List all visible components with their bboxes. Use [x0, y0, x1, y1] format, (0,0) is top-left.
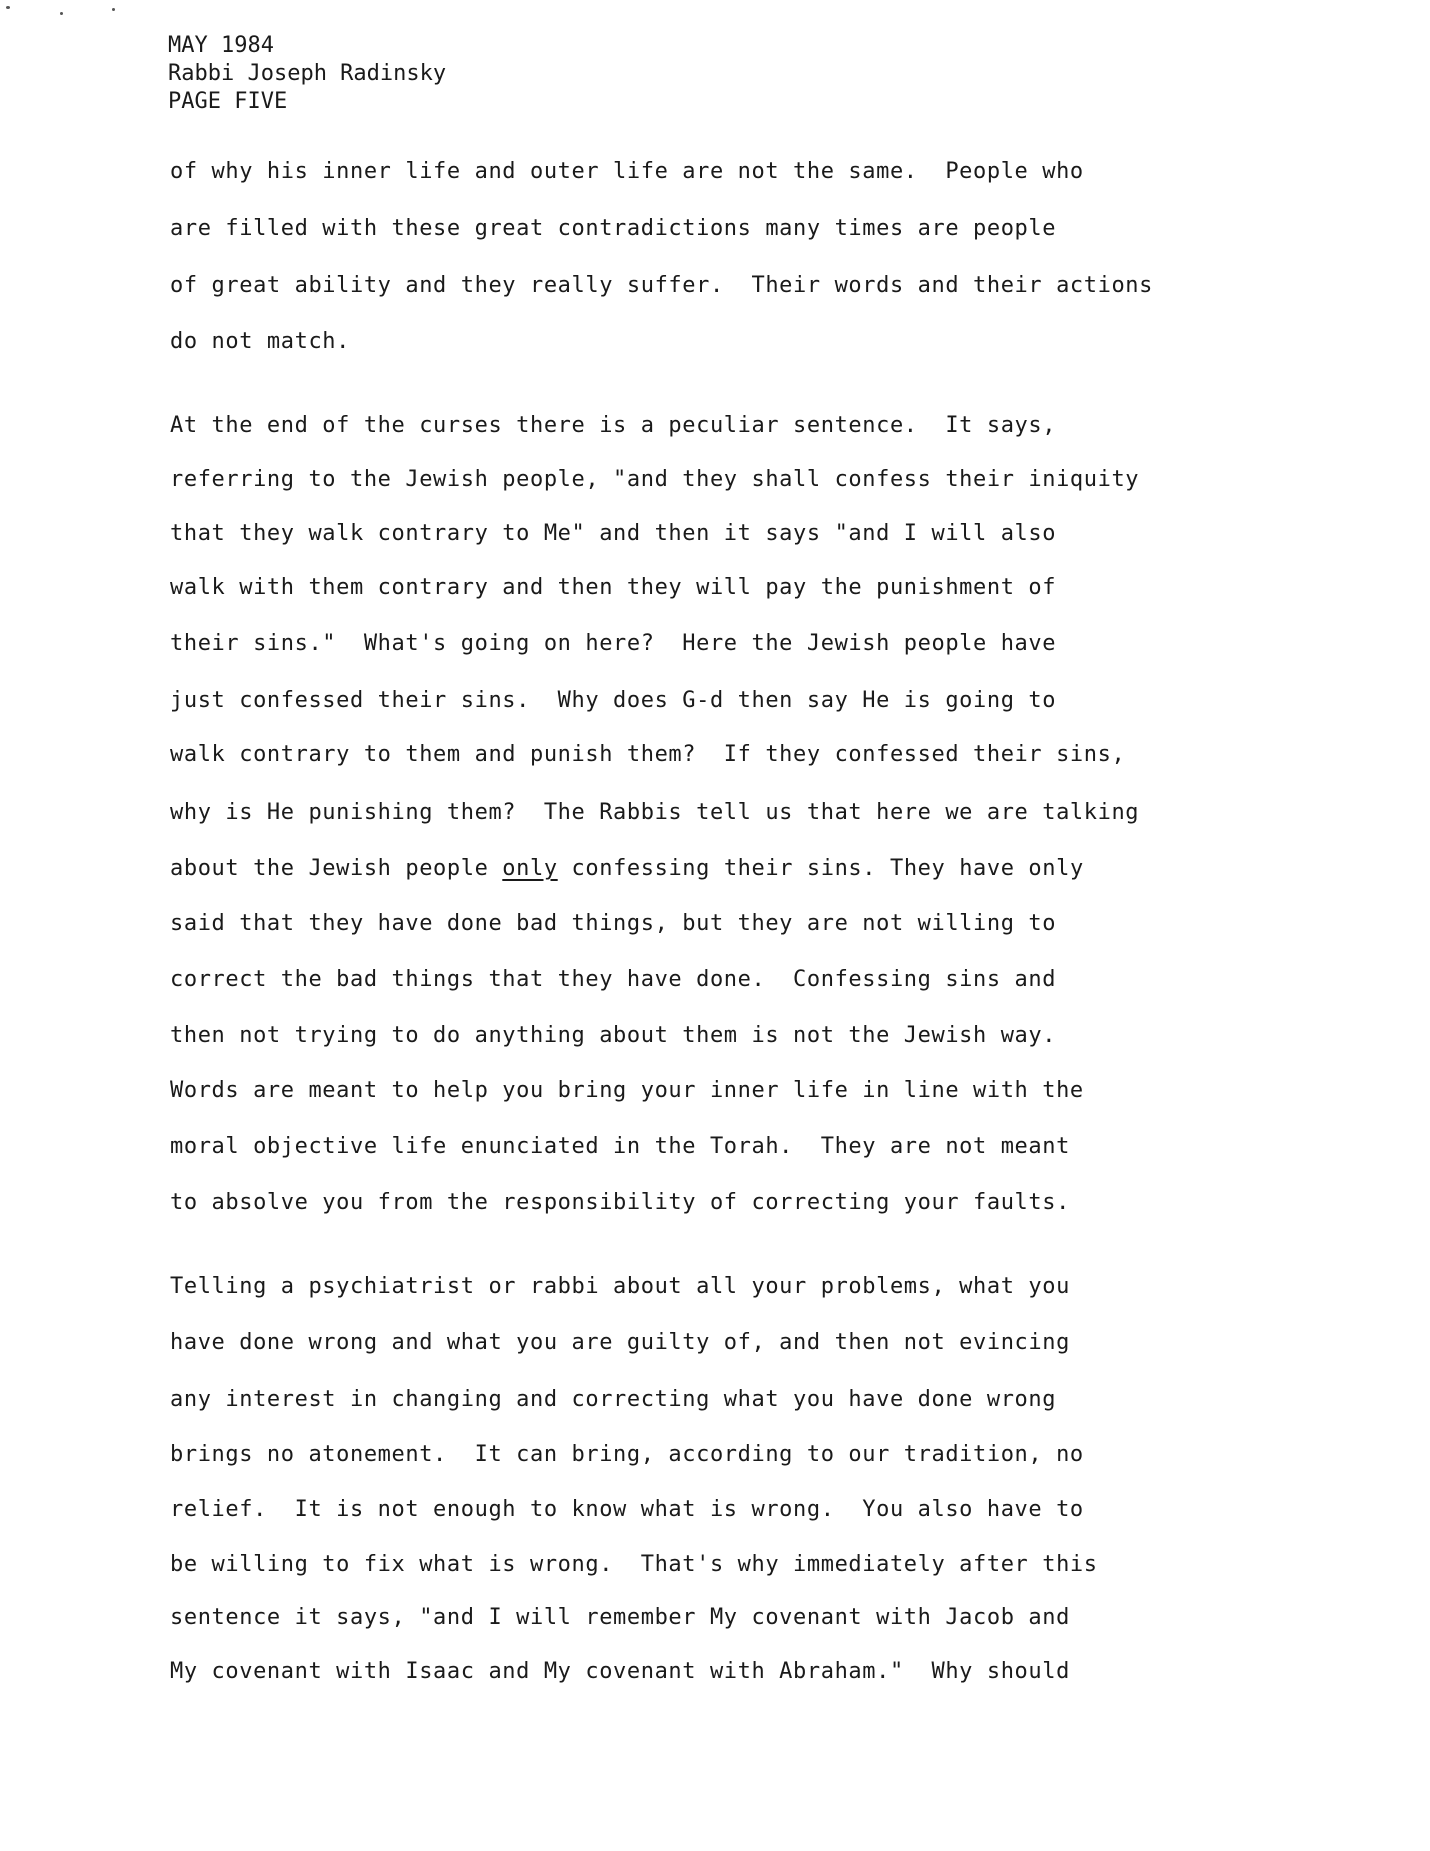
header-author: Rabbi Joseph Radinsky: [168, 61, 447, 86]
body-line: said that they have done bad things, but they are not willing to: [170, 911, 1057, 936]
body-line: then not trying to do anything about them is not the Jewish way.: [170, 1023, 1057, 1048]
body-line: sentence it says, "and I will remember My covenant with Jacob and: [170, 1605, 1070, 1630]
body-line: just confessed their sins. Why does G-d then say He is going to: [170, 688, 1057, 713]
header-date: MAY 1984: [168, 33, 274, 58]
body-line: of why his inner life and outer life are not the same. People who: [170, 159, 1084, 184]
body-line: to absolve you from the responsibility of correcting your faults.: [170, 1190, 1070, 1215]
scan-speck: [6, 6, 10, 9]
body-line: any interest in changing and correcting what you have done wrong: [170, 1387, 1057, 1412]
body-line-text: confessing their sins. They have only: [557, 856, 1084, 881]
body-line: At the end of the curses there is a peculiar sentence. It says,: [170, 413, 1057, 438]
body-line: brings no atonement. It can bring, according to our tradition, no: [170, 1442, 1084, 1467]
body-line: correct the bad things that they have done. Confessing sins and: [170, 967, 1057, 992]
scan-speck: [60, 12, 63, 15]
body-line-text: about the Jewish people: [170, 856, 503, 881]
body-line: do not match.: [170, 329, 350, 354]
body-line: their sins." What's going on here? Here the Jewish people have: [170, 631, 1057, 656]
page-header: [168, 32, 446, 116]
body-line: moral objective life enunciated in the Torah. They are not meant: [170, 1134, 1070, 1159]
body-line: that they walk contrary to Me" and then it says "and I will also: [170, 521, 1057, 546]
body-line: walk contrary to them and punish them? If they confessed their sins,: [170, 742, 1126, 767]
header-page-number: PAGE FIVE: [168, 89, 288, 114]
body-line: [170, 854, 1084, 884]
body-line: be willing to fix what is wrong. That's why immediately after this: [170, 1552, 1098, 1577]
body-line: have done wrong and what you are guilty of, and then not evincing: [170, 1330, 1070, 1355]
underlined-word: only: [502, 856, 558, 881]
body-line: referring to the Jewish people, "and they shall confess their iniquity: [170, 467, 1140, 492]
body-line: Telling a psychiatrist or rabbi about all your problems, what you: [170, 1274, 1070, 1299]
scan-speck: [112, 8, 115, 11]
body-line: of great ability and they really suffer. Their words and their actions: [170, 273, 1154, 298]
body-line: relief. It is not enough to know what is wrong. You also have to: [170, 1497, 1084, 1522]
body-line: why is He punishing them? The Rabbis tell us that here we are talking: [170, 800, 1140, 825]
body-line: Words are meant to help you bring your inner life in line with the: [170, 1078, 1084, 1103]
body-line: My covenant with Isaac and My covenant with Abraham." Why should: [170, 1659, 1070, 1684]
body-line: walk with them contrary and then they will pay the punishment of: [170, 575, 1057, 600]
body-line: are filled with these great contradictions many times are people: [170, 216, 1057, 241]
